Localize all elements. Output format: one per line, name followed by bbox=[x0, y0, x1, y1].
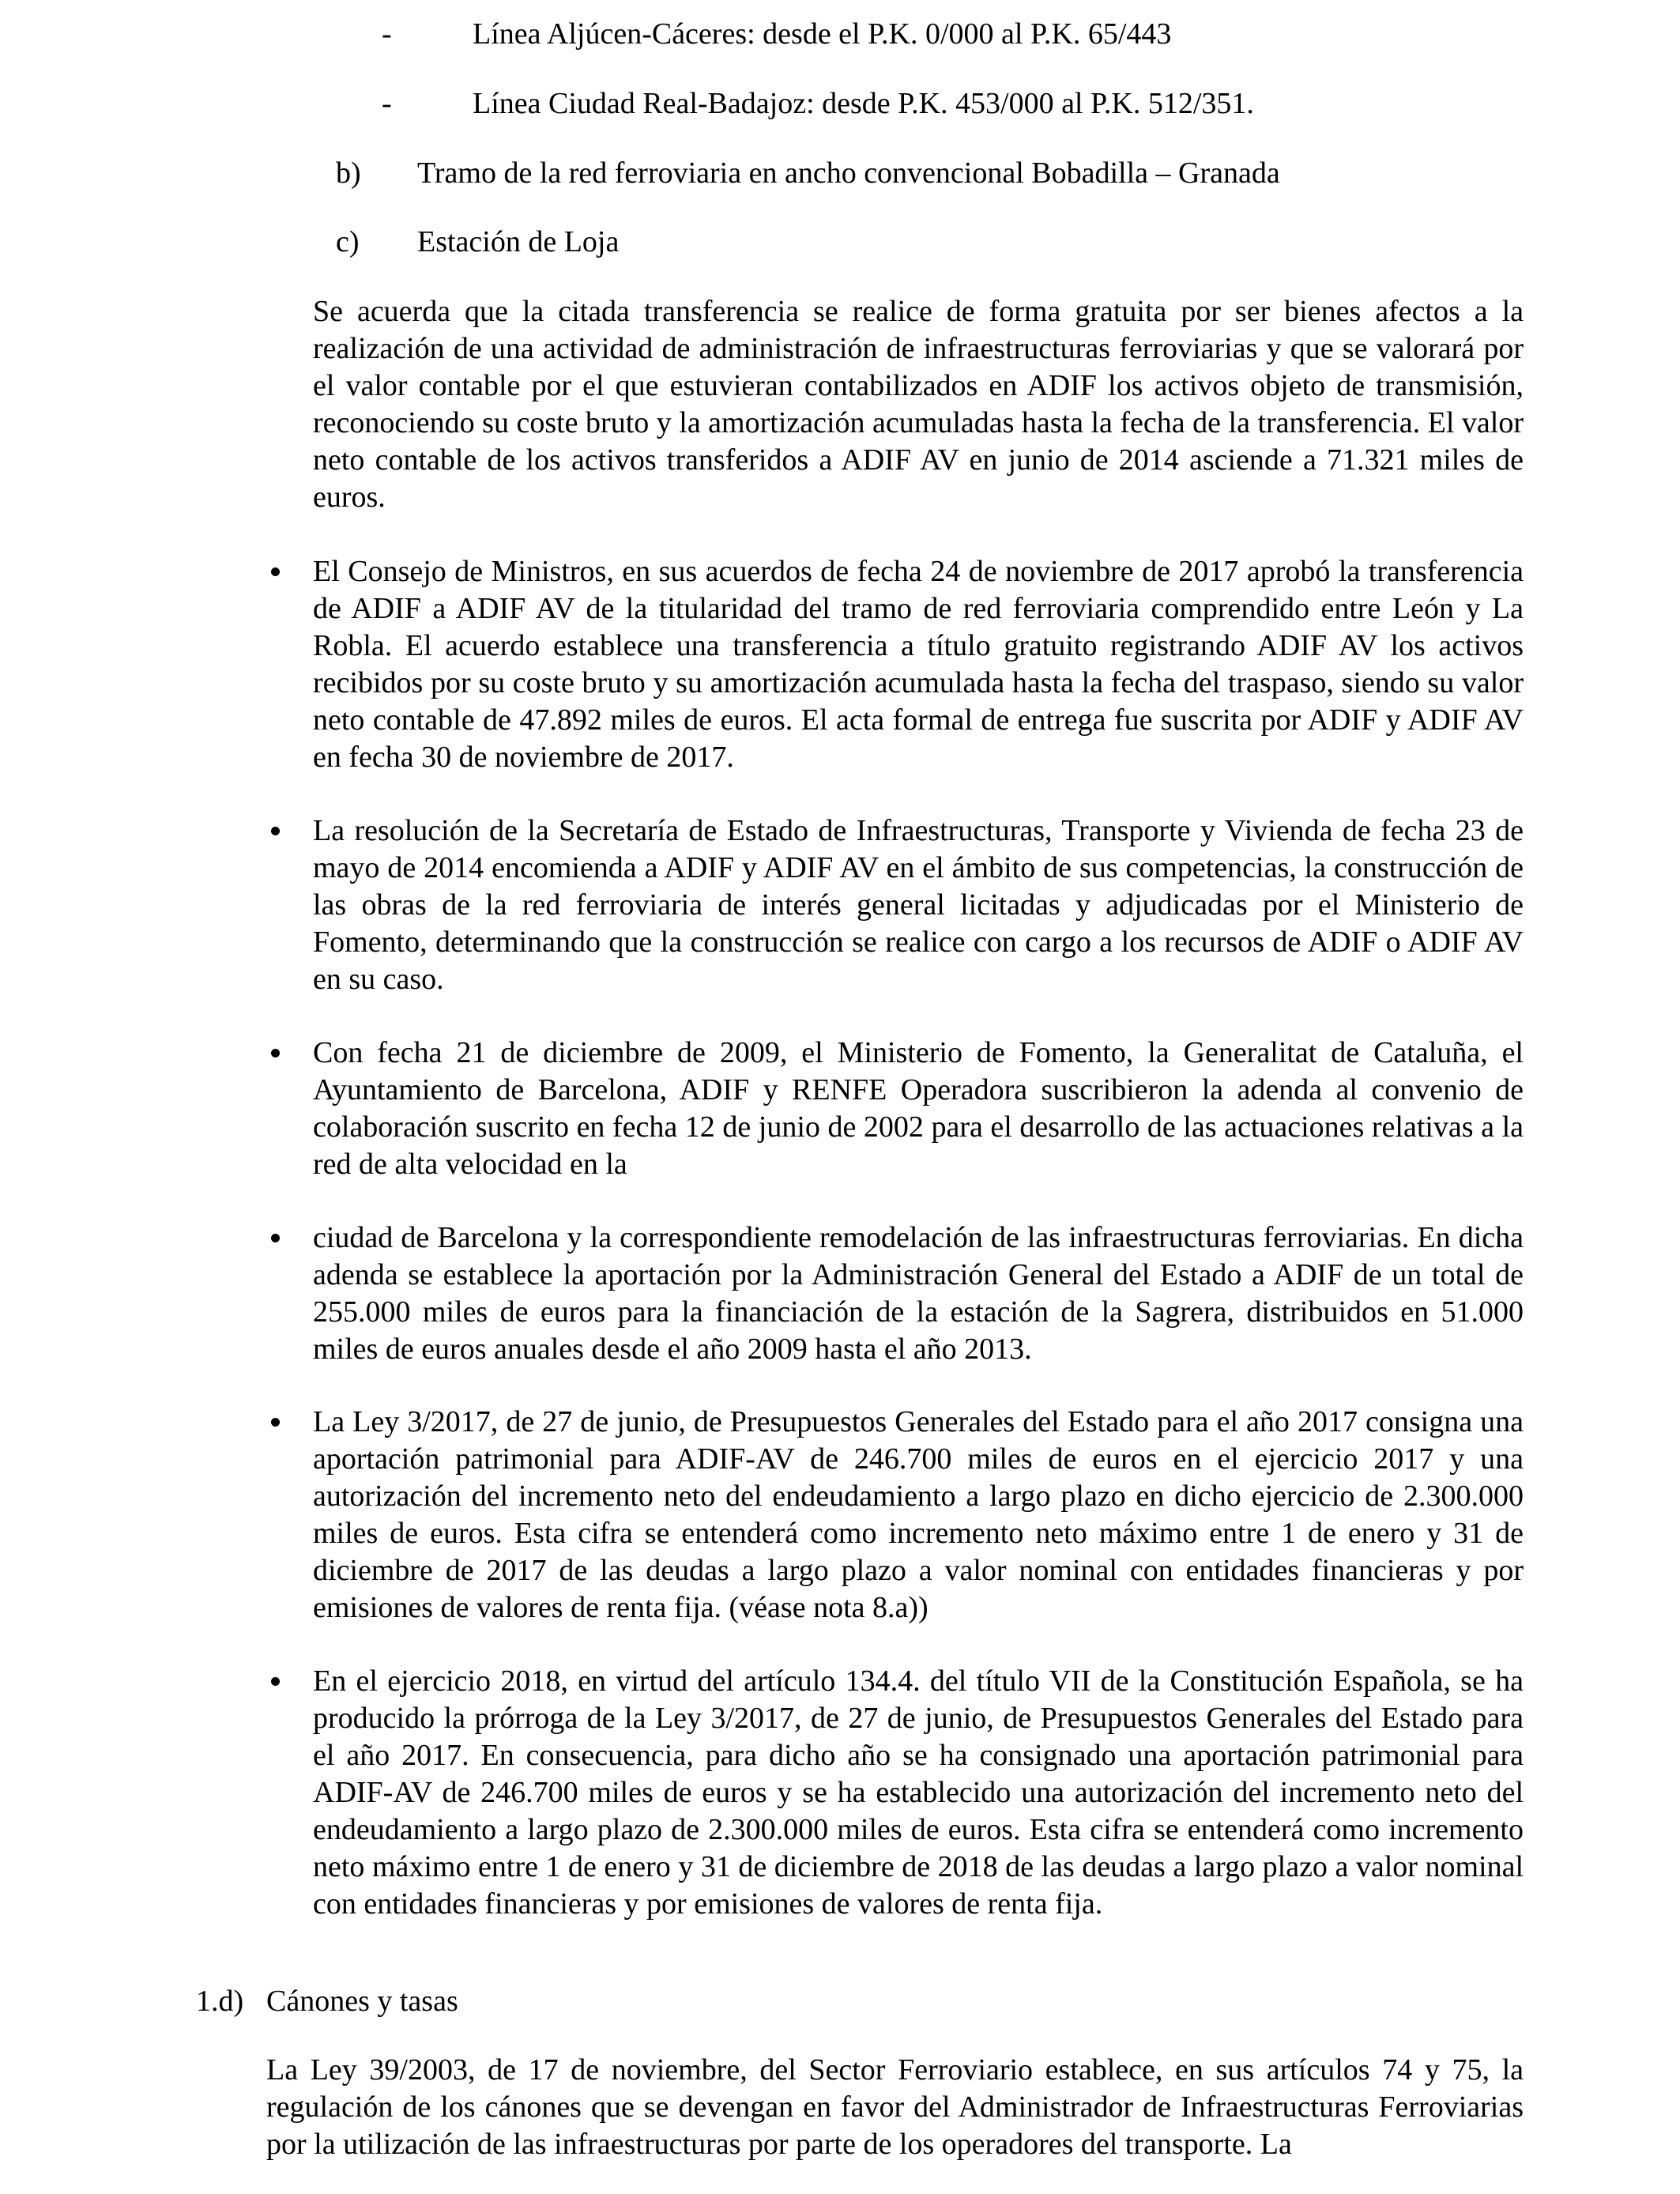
letter-marker: b) bbox=[336, 156, 361, 190]
list-item-text: Línea Aljúcen-Cáceres: desde el P.K. 0/000 al P.K. 65/443 bbox=[473, 17, 1172, 51]
bullet-text: La resolución de la Secretaría de Estado de Infraestructuras, Transporte y Vivienda de fecha 23 de mayo de 2014 encomienda a ADIF y ADIF AV en el ámbito de sus competencias, la construcción de las obras de la red ferroviaria de interés general licitadas y adjudicadas por el Ministerio de Fomento, determinando que la construcción se realice con cargo a los recursos de ADIF o ADIF AV en su caso. bbox=[313, 814, 1524, 996]
list-item-aljucen-caceres bbox=[0, 16, 1680, 53]
transfer-paragraph: Se acuerda que la citada transferencia se realice de forma gratuita por ser bienes afectos a la realización de una actividad de administración de infraestructuras ferroviarias y que se valorará por el valor contable por el que estuvieran contabilizados en ADIF los activos objeto de transmisión, reconociendo su coste bruto y la amortización acumuladas hasta la fecha de la transferencia. El valor neto contable de los activos transferidos a ADIF AV en junio de 2014 asciende a 71.321 miles de euros. bbox=[313, 295, 1524, 514]
bullet-text: El Consejo de Ministros, en sus acuerdos de fecha 24 de noviembre de 2017 aprobó la transferencia de ADIF a ADIF AV de la titularidad del tramo de red ferroviaria comprendido entre León y La Robla. El acuerdo establece una transferencia a título gratuito registrando ADIF AV los activos recibidos por su coste bruto y su amortización acumulada hasta la fecha del traspaso, siendo su valor neto contable de 47.892 miles de euros. El acta formal de entrega fue suscrita por ADIF y ADIF AV en fecha 30 de noviembre de 2017. bbox=[313, 555, 1524, 774]
section-heading bbox=[0, 1983, 1680, 2020]
bullet-icon bbox=[271, 812, 287, 850]
dash-marker: - bbox=[382, 17, 392, 51]
bullet-icon bbox=[271, 1663, 287, 1700]
list-item-text: Tramo de la red ferroviaria en ancho convencional Bobadilla – Granada bbox=[417, 156, 1280, 190]
section-paragraph: La Ley 39/2003, de 17 de noviembre, del Sector Ferroviario establece, en sus artículos 74 y 75, la regulación de los cánones que se devengan en favor del Administrador de Infraestructuras Ferroviarias por la utilización de las infraestructuras por parte de los operadores del transporte. La bbox=[266, 2053, 1524, 2161]
section-number: 1.d) bbox=[196, 1985, 244, 2018]
bullet-icon bbox=[271, 1035, 287, 1072]
bullet-icon bbox=[271, 553, 287, 590]
list-item-b bbox=[0, 155, 1680, 192]
bullet-icon bbox=[271, 1220, 287, 1257]
bullet-icon bbox=[271, 1404, 287, 1441]
letter-marker: c) bbox=[336, 225, 360, 258]
bullet-text: En el ejercicio 2018, en virtud del artículo 134.4. del título VII de la Constitución Española, se ha producido la prórroga de la Ley 3/2017, de 27 de junio, de Presupuestos Generales del Estado para el año 2017. En consecuencia, para dicho año se ha consignado una aportación patrimonial para ADIF-AV de 246.700 miles de euros y se ha establecido una autorización del incremento neto del endeudamiento a largo plazo de 2.300.000 miles de euros. Esta cifra se entenderá como incremento neto máximo entre 1 de enero y 31 de diciembre de 2018 de las deudas a largo plazo a valor nominal con entidades financieras y por emisiones de valores de renta fija. bbox=[313, 1664, 1524, 1921]
dash-marker: - bbox=[382, 87, 392, 120]
list-item-c bbox=[0, 224, 1680, 261]
list-item-ciudad-real-badajoz bbox=[0, 85, 1680, 123]
bullet-text: La Ley 3/2017, de 27 de junio, de Presupuestos Generales del Estado para el año 2017 consigna una aportación patrimonial para ADIF-AV de 246.700 miles de euros en el ejercicio 2017 y una autorización del incremento neto del endeudamiento a largo plazo en dicho ejercicio de 2.300.000 miles de euros. Esta cifra se entenderá como incremento neto máximo entre 1 de enero y 31 de diciembre de 2017 de las deudas a largo plazo a valor nominal con entidades financieras y por emisiones de valores de renta fija. (véase nota 8.a)) bbox=[313, 1405, 1524, 1624]
bullet-text: ciudad de Barcelona y la correspondiente remodelación de las infraestructuras ferroviarias. En dicha adenda se establece la aportación por la Administración General del Estado a ADIF de un total de 255.000 miles de euros para la financiación de la estación de la Sagrera, distribuidos en 51.000 miles de euros anuales desde el año 2009 hasta el año 2013. bbox=[313, 1221, 1524, 1366]
list-item-text: Estación de Loja bbox=[417, 225, 620, 258]
section-title: Cánones y tasas bbox=[266, 1985, 458, 2018]
bullet-text: Con fecha 21 de diciembre de 2009, el Ministerio de Fomento, la Generalitat de Cataluña, el Ayuntamiento de Barcelona, ADIF y RENFE Operadora suscribieron la adenda al convenio de colaboración suscrito en fecha 12 de junio de 2002 para el desarrollo de las actuaciones relativas a la red de alta velocidad en la bbox=[313, 1036, 1524, 1181]
list-item-text: Línea Ciudad Real-Badajoz: desde P.K. 453/000 al P.K. 512/351. bbox=[473, 87, 1254, 120]
